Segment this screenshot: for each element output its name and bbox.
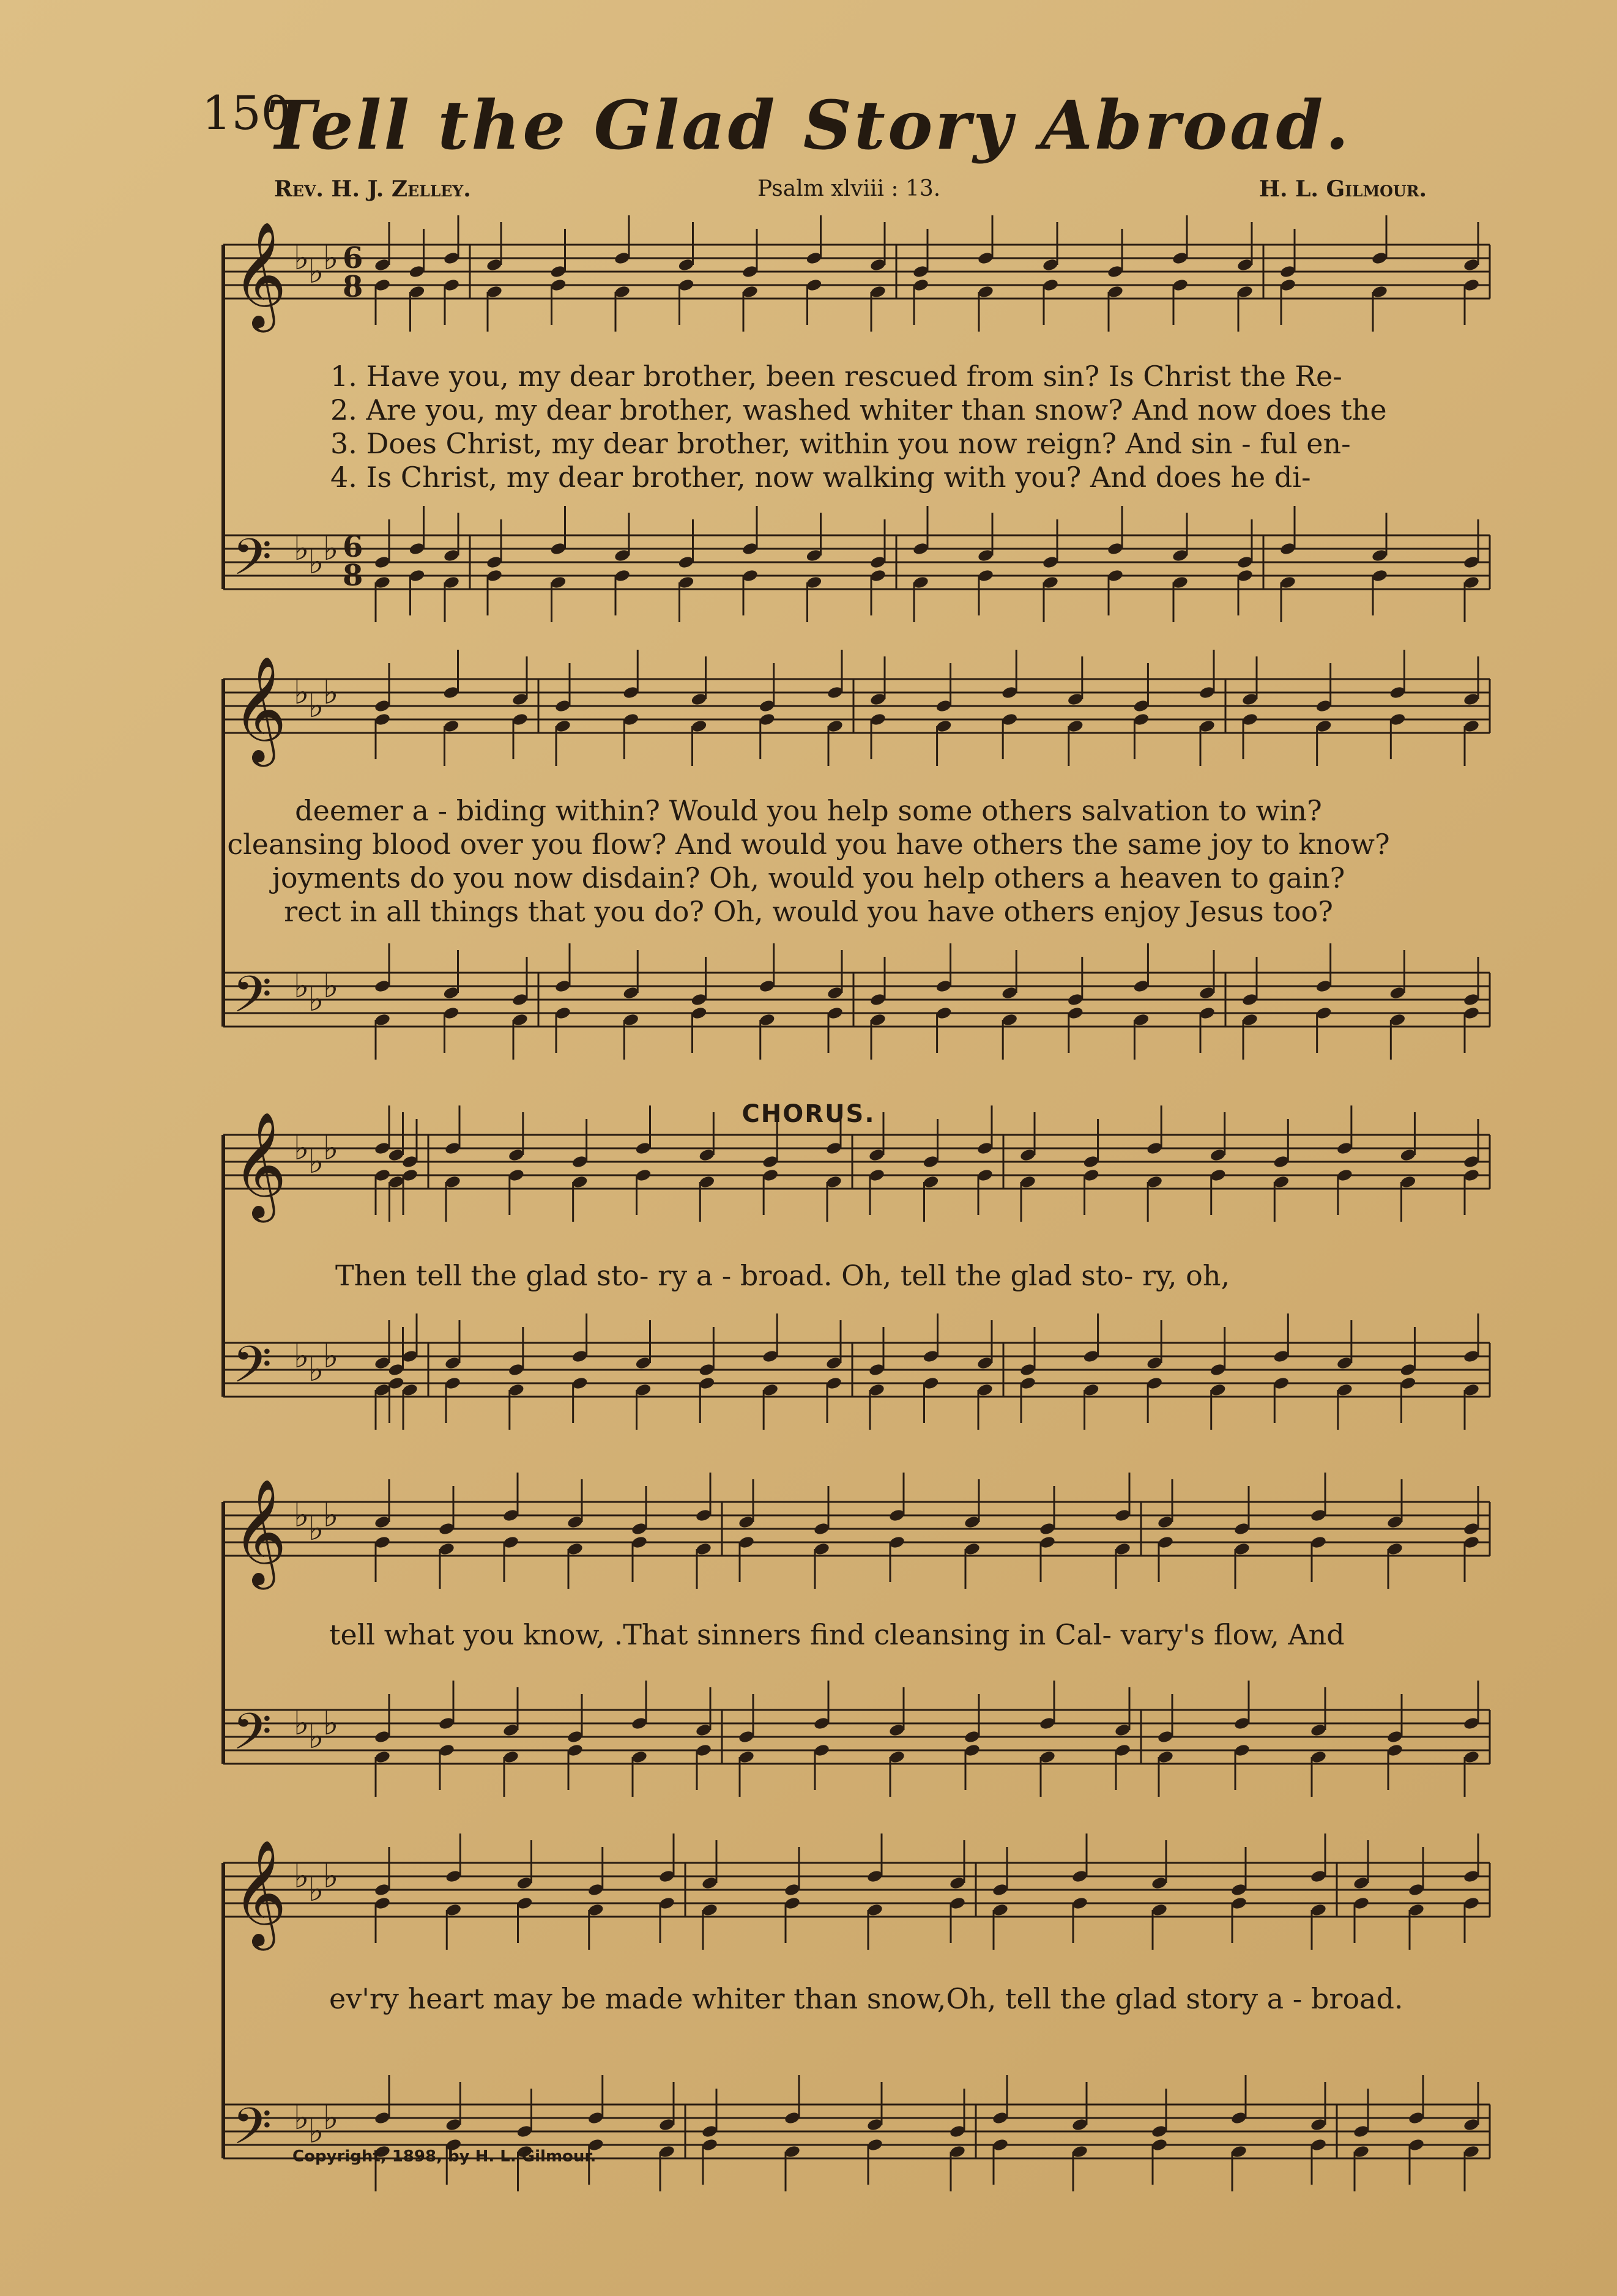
flat-sign: ♭ <box>294 1129 310 1167</box>
scripture-reference: Psalm xlviii : 13. <box>757 176 941 201</box>
flat-sign: ♭ <box>294 1337 310 1375</box>
flat-sign: ♭ <box>294 529 310 568</box>
treble-clef: 𝄞 <box>232 221 287 328</box>
treble-clef: 𝄞 <box>232 656 287 762</box>
treble-clef: 𝄞 <box>232 1840 287 1946</box>
verse-1-line-a: 1. Have you, my dear brother, been rescued from sin? Is Christ the Re- <box>330 360 1342 393</box>
bass-clef: 𝄢 <box>232 527 272 599</box>
bass-clef: 𝄢 <box>232 2097 272 2168</box>
flat-sign: ♭ <box>308 1350 324 1389</box>
time-signature-bottom: 8 <box>343 270 363 304</box>
verse-4-line-a: 4. Is Christ, my dear brother, now walking with you? And does he di- <box>330 461 1311 494</box>
verse-3-line-b: joyments do you now disdain? Oh, would you help others a heaven to gain? <box>272 861 1345 894</box>
song-title: Tell the Glad Story Abroad. <box>266 86 1351 165</box>
flat-sign: ♭ <box>294 239 310 277</box>
chorus-line-2: tell what you know, .That sinners find cleansing in Cal- vary's flow, And <box>329 1618 1345 1651</box>
time-signature-bottom: 8 <box>343 559 363 593</box>
flat-sign: ♭ <box>294 1704 310 1742</box>
page-number: 150 <box>202 86 291 140</box>
flat-sign: ♭ <box>308 2112 324 2150</box>
flat-sign: ♭ <box>323 239 339 277</box>
treble-clef: 𝄞 <box>232 1479 287 1585</box>
verse-3-line-a: 3. Does Christ, my dear brother, within you now reign? And sin - ful en- <box>330 427 1351 460</box>
flat-sign: ♭ <box>323 529 339 568</box>
flat-sign: ♭ <box>323 673 339 711</box>
flat-sign: ♭ <box>308 543 324 581</box>
flat-sign: ♭ <box>323 967 339 1005</box>
flat-sign: ♭ <box>323 1857 339 1895</box>
flat-sign: ♭ <box>294 2098 310 2137</box>
flat-sign: ♭ <box>308 252 324 291</box>
chorus-line-1: Then tell the glad sto- ry a - broad. Oh, tell the glad sto- ry, oh, <box>335 1259 1230 1292</box>
flat-sign: ♭ <box>308 1870 324 1909</box>
flat-sign: ♭ <box>323 1337 339 1375</box>
flat-sign: ♭ <box>308 1717 324 1756</box>
chorus-label: CHORUS. <box>742 1100 875 1128</box>
bass-clef: 𝄢 <box>232 1702 272 1774</box>
flat-sign: ♭ <box>308 1142 324 1181</box>
flat-sign: ♭ <box>308 686 324 725</box>
flat-sign: ♭ <box>308 980 324 1019</box>
flat-sign: ♭ <box>308 1509 324 1548</box>
flat-sign: ♭ <box>294 967 310 1005</box>
bass-clef: 𝄢 <box>232 965 272 1036</box>
verse-2-line-a: 2. Are you, my dear brother, washed whiter than snow? And now does the <box>330 393 1387 426</box>
chorus-line-3: ev'ry heart may be made whiter than snow,Oh, tell the glad story a - broad. <box>329 1982 1403 2015</box>
flat-sign: ♭ <box>294 673 310 711</box>
time-signature-top: 6 <box>343 530 363 564</box>
copyright-notice: Copyright, 1898, by H. L. Gilmour. <box>292 2147 597 2166</box>
composer-credit: H. L. Gilmour. <box>1259 176 1427 202</box>
flat-sign: ♭ <box>323 1496 339 1534</box>
flat-sign: ♭ <box>294 1857 310 1895</box>
bass-clef: 𝄢 <box>232 1335 272 1406</box>
flat-sign: ♭ <box>294 1496 310 1534</box>
verse-2-line-b: cleansing blood over you flow? And would you have others the same joy to know? <box>227 828 1390 861</box>
verse-4-line-b: rect in all things that you do? Oh, would you have others enjoy Jesus too? <box>284 895 1333 928</box>
verse-1-line-b: deemer a - biding within? Would you help some others salvation to win? <box>295 794 1322 827</box>
flat-sign: ♭ <box>323 2098 339 2137</box>
treble-clef: 𝄞 <box>232 1112 287 1218</box>
time-signature-top: 6 <box>343 241 363 275</box>
flat-sign: ♭ <box>323 1704 339 1742</box>
flat-sign: ♭ <box>323 1129 339 1167</box>
author-credit: Rev. H. J. Zelley. <box>274 176 471 202</box>
